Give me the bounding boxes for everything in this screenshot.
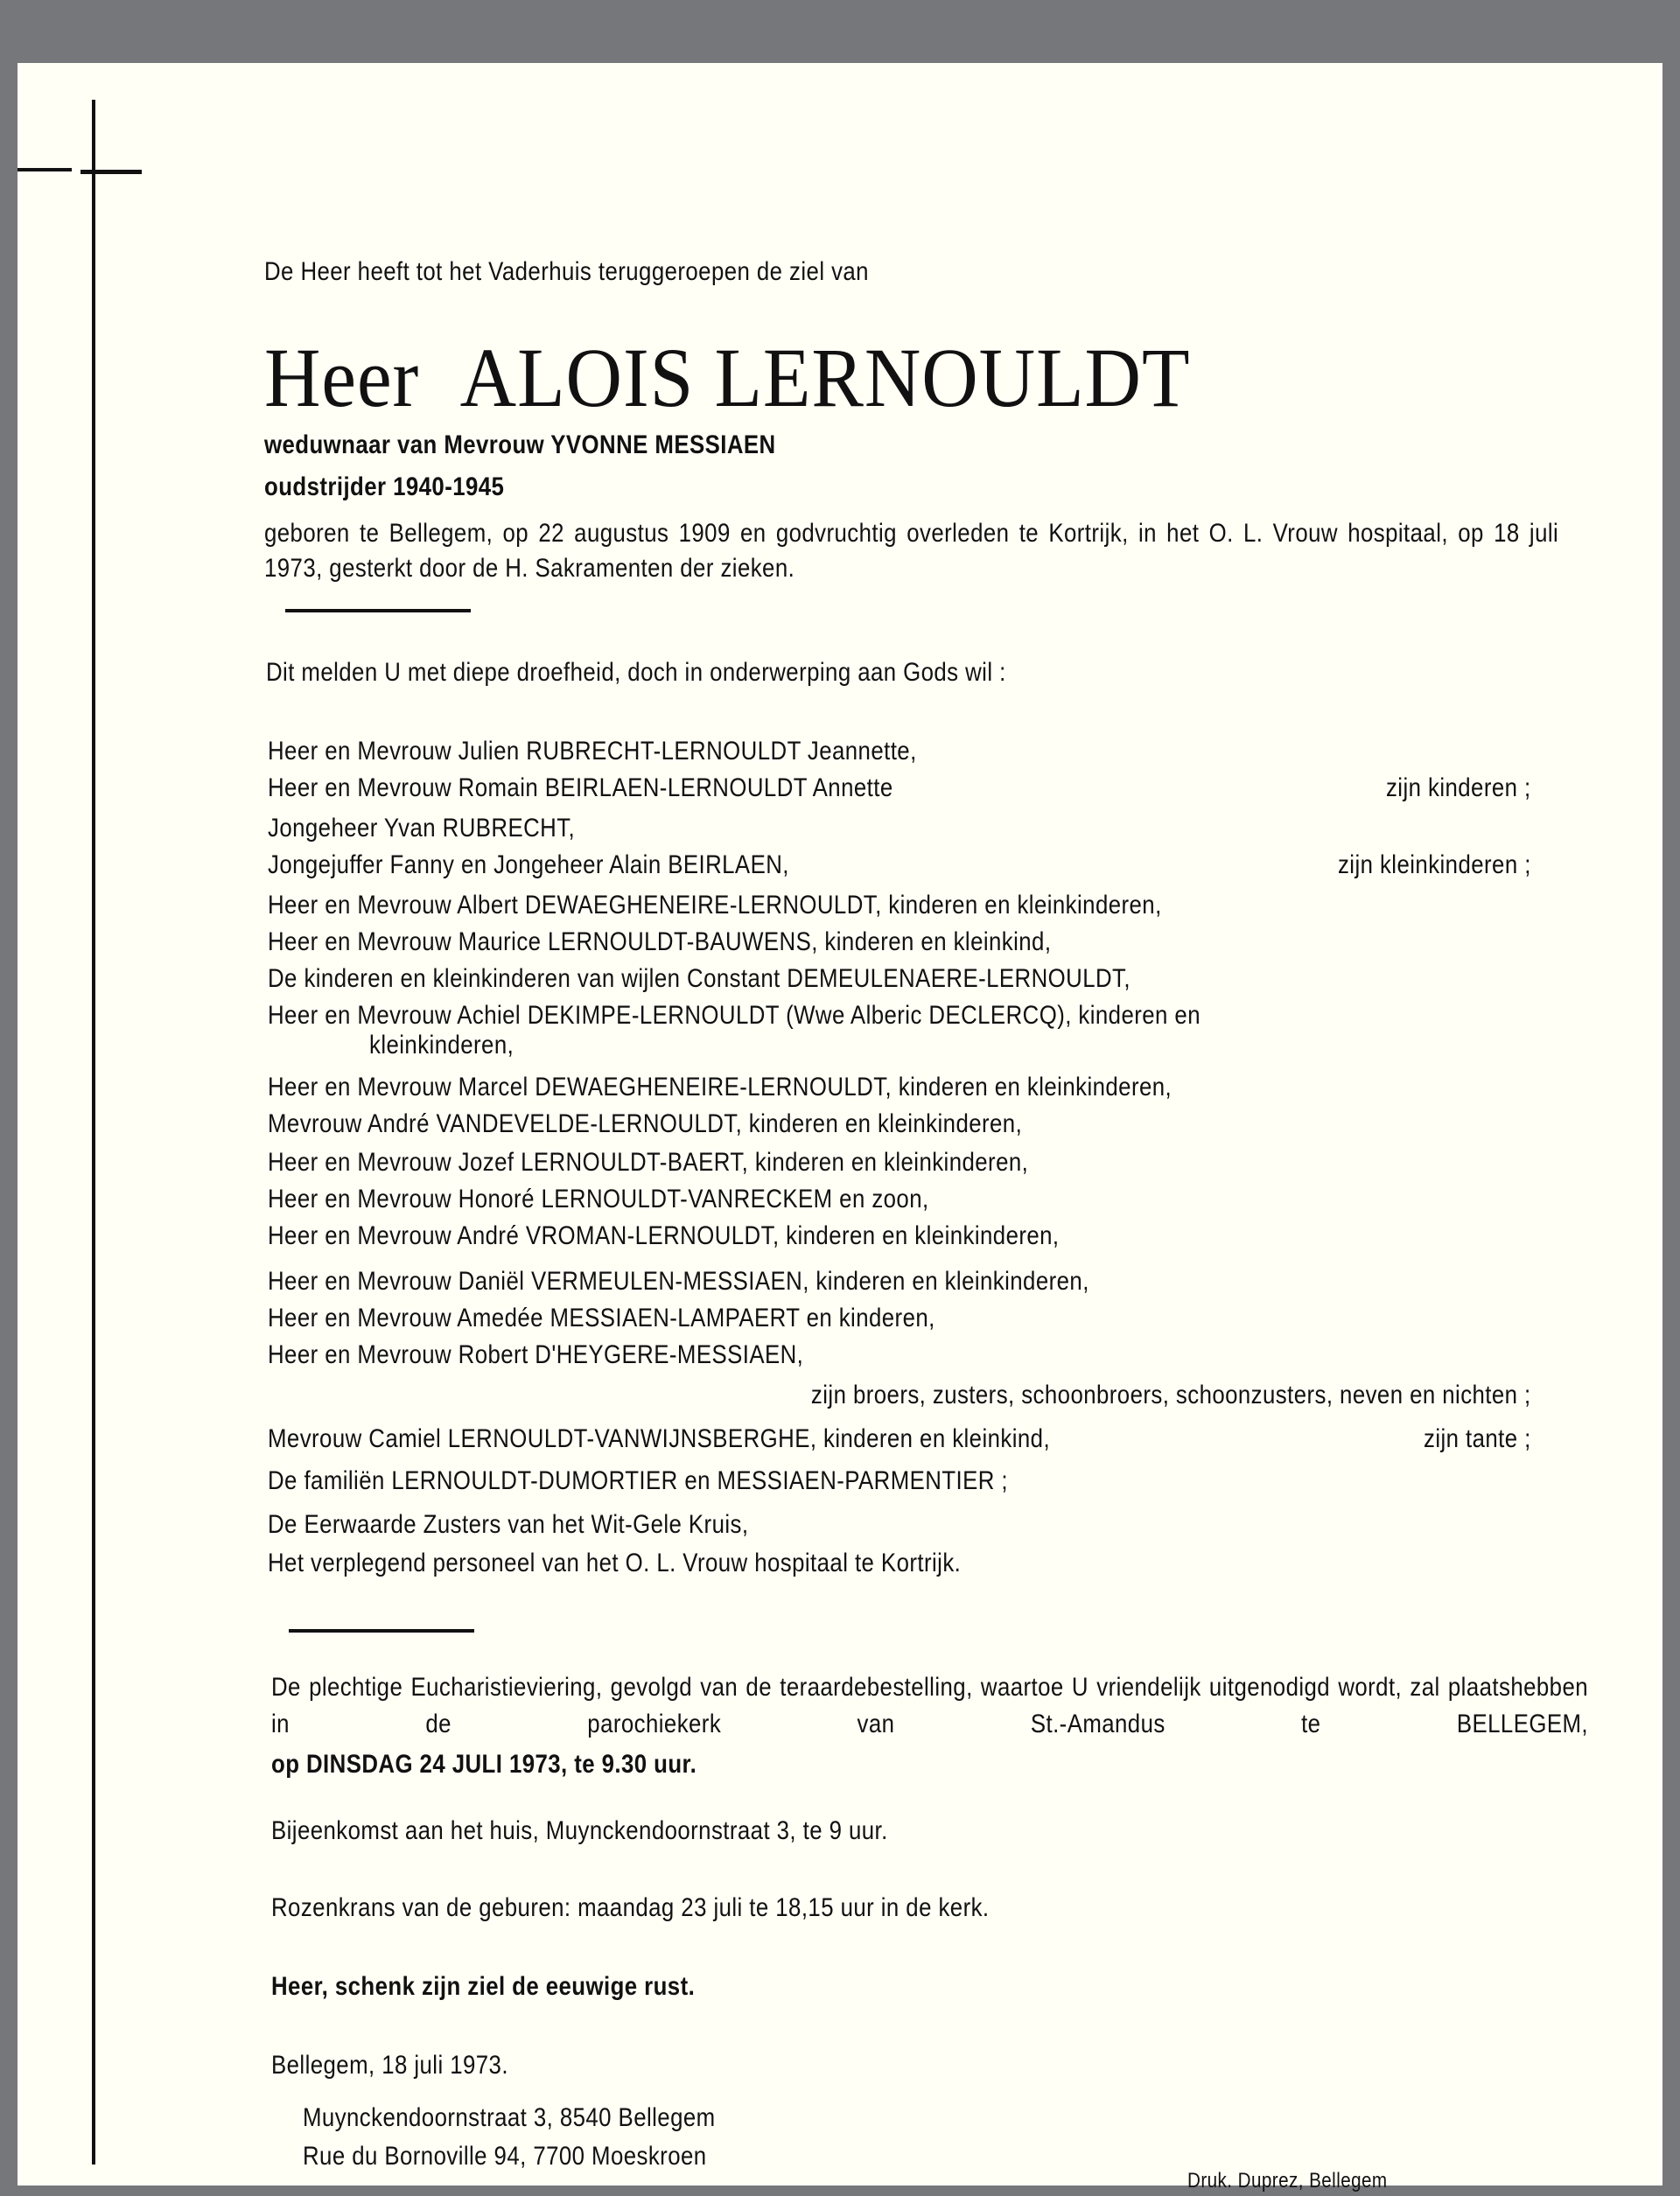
mourner-line: De familiën LERNOULDT-DUMORTIER en MESSIAEN-PARMENTIER ; bbox=[268, 1466, 1009, 1495]
mourner-line: Jongejuffer Fanny en Jongeheer Alain BEIRLAEN, bbox=[268, 850, 789, 879]
relation-label: zijn tante ; bbox=[1424, 1424, 1531, 1453]
mourner-line: Heer en Mevrouw Achiel DEKIMPE-LERNOULDT (Wwe Alberic DECLERCQ), kinderen en bbox=[268, 1001, 1200, 1030]
cross-right-arm bbox=[80, 170, 142, 174]
printer-credit: Druk. Duprez, Bellegem bbox=[1187, 2169, 1388, 2193]
deceased-name: ALOIS LERNOULDT bbox=[459, 331, 1191, 424]
mourner-line: Heer en Mevrouw André VROMAN-LERNOULDT, kinderen en kleinkinderen, bbox=[268, 1221, 1060, 1250]
mourner-line: Heer en Mevrouw Romain BEIRLAEN-LERNOULDT Annette bbox=[268, 773, 893, 802]
intro-line: De Heer heeft tot het Vaderhuis teruggeroepen de ziel van bbox=[264, 257, 869, 286]
announcement-line: Dit melden U met diepe droefheid, doch in onderwerping aan Gods wil : bbox=[266, 658, 1006, 687]
mourner-line: Mevrouw André VANDEVELDE-LERNOULDT, kinderen en kleinkinderen, bbox=[268, 1109, 1023, 1138]
gathering-info: Bijeenkomst aan het huis, Muynckendoornstraat 3, te 9 uur. bbox=[271, 1816, 888, 1845]
rosary-info: Rozenkrans van de geburen: maandag 23 juli te 18,15 uur in de kerk. bbox=[271, 1893, 990, 1922]
cross-vertical-bar bbox=[92, 100, 95, 2165]
veteran-line: oudstrijder 1940-1945 bbox=[264, 472, 505, 501]
mourner-line: Heer en Mevrouw Amedée MESSIAEN-LAMPAERT en kinderen, bbox=[268, 1304, 935, 1332]
mourner-line: Heer en Mevrouw Maurice LERNOULDT-BAUWENS, kinderen en kleinkind, bbox=[268, 927, 1052, 956]
mourner-line: Heer en Mevrouw Marcel DEWAEGHENEIRE-LERNOULDT, kinderen en kleinkinderen, bbox=[268, 1073, 1172, 1101]
address-line: Muynckendoornstraat 3, 8540 Bellegem bbox=[303, 2103, 716, 2132]
address-line: Rue du Bornoville 94, 7700 Moeskroen bbox=[303, 2142, 707, 2171]
relation-label: zijn kinderen ; bbox=[1386, 773, 1531, 802]
mourner-line: Heer en Mevrouw Julien RUBRECHT-LERNOULDT Jeannette, bbox=[268, 737, 917, 766]
relation-label: zijn kleinkinderen ; bbox=[1338, 850, 1531, 879]
mourner-line: Heer en Mevrouw Robert D'HEYGERE-MESSIAEN, bbox=[268, 1340, 804, 1369]
deceased-name-heading bbox=[264, 331, 1191, 424]
funeral-card-page bbox=[18, 63, 1662, 2193]
birth-death-paragraph: geboren te Bellegem, op 22 augustus 1909 en godvruchtig overleden te Kortrijk, in het O. L. Vrouw hospitaal, op 18 juli 1973, gesterkt door de H. Sakramenten der zieken. bbox=[264, 519, 1559, 583]
mourner-line: Heer en Mevrouw Albert DEWAEGHENEIRE-LERNOULDT, kinderen en kleinkinderen, bbox=[268, 891, 1162, 920]
relation-label: zijn broers, zusters, schoonbroers, schoonzusters, neven en nichten ; bbox=[811, 1381, 1531, 1409]
mourner-continuation: kleinkinderen, bbox=[369, 1031, 514, 1060]
divider-rule bbox=[289, 1629, 474, 1633]
widower-line: weduwnaar van Mevrouw YVONNE MESSIAEN bbox=[264, 430, 776, 459]
mourner-line: Mevrouw Camiel LERNOULDT-VANWIJNSBERGHE, kinderen en kleinkind, bbox=[268, 1424, 1051, 1453]
funeral-date: op DINSDAG 24 JULI 1973, te 9.30 uur. bbox=[271, 1750, 697, 1779]
mourner-line: Heer en Mevrouw Daniël VERMEULEN-MESSIAEN, kinderen en kleinkinderen, bbox=[268, 1267, 1089, 1296]
mourner-line: Het verplegend personeel van het O. L. Vrouw hospitaal te Kortrijk. bbox=[268, 1549, 962, 1577]
mourner-line: Heer en Mevrouw Honoré LERNOULDT-VANRECKEM en zoon, bbox=[268, 1185, 929, 1213]
divider-rule bbox=[285, 609, 471, 612]
cross-left-arm bbox=[18, 168, 72, 171]
mourner-line: De Eerwaarde Zusters van het Wit-Gele Kruis, bbox=[268, 1510, 749, 1539]
dateline: Bellegem, 18 juli 1973. bbox=[271, 2051, 508, 2080]
mourner-line: Heer en Mevrouw Jozef LERNOULDT-BAERT, kinderen en kleinkinderen, bbox=[268, 1148, 1029, 1177]
honorific: Heer bbox=[264, 331, 420, 424]
mourner-line: De kinderen en kleinkinderen van wijlen Constant DEMEULENAERE-LERNOULDT, bbox=[268, 964, 1130, 993]
closing-prayer: Heer, schenk zijn ziel de eeuwige rust. bbox=[271, 1972, 696, 2001]
funeral-mass-paragraph: De plechtige Eucharistieviering, gevolgd van de teraardebestelling, waartoe U vriendelijk uitgenodigd wordt, zal plaatshebben in de parochiekerk van St.-Amandus te BELLEGEM, bbox=[271, 1673, 1588, 1738]
mourner-line: Jongeheer Yvan RUBRECHT, bbox=[268, 814, 576, 843]
